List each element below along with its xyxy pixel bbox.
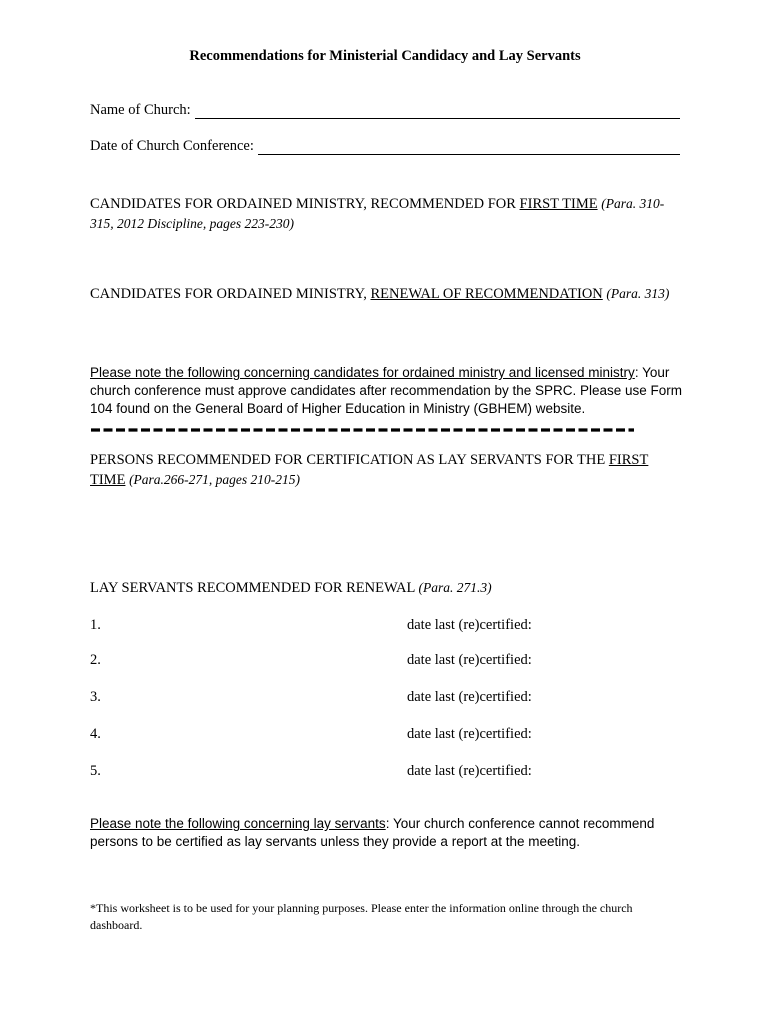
section-lay-first-reference: (Para.266-271, pages 210-215) — [129, 472, 301, 487]
section-renewal-emphasis: RENEWAL OF RECOMMENDATION — [370, 286, 603, 302]
renewal-date-label-1: date last (re)certified: — [407, 617, 532, 633]
renewal-date-label-3: date last (re)certified: — [407, 689, 532, 705]
ordained-ministry-note — [90, 364, 690, 418]
renewal-number-2: 2. — [90, 652, 101, 668]
footer-note: *This worksheet is to be used for your planning purposes. Please enter the information online through the church dashboard. — [90, 901, 633, 932]
section-lay-first-emphasis: FIRST TIME — [90, 452, 649, 488]
section-renewal-reference: (Para. 313) — [606, 286, 670, 301]
conference-date-field[interactable] — [90, 138, 680, 155]
section-lay-renewal-reference: (Para. 271.3) — [418, 580, 492, 595]
renewal-number-3: 3. — [90, 689, 101, 705]
renewal-number-4: 4. — [90, 726, 101, 742]
renewal-number-1: 1. — [90, 617, 101, 633]
renewal-date-label-4: date last (re)certified: — [407, 726, 532, 742]
church-name-field[interactable] — [90, 102, 680, 119]
dashed-divider — [90, 420, 635, 440]
lay-servants-note — [90, 815, 680, 851]
section-first-time-prefix: CANDIDATES FOR ORDAINED MINISTRY, RECOMMENDED FOR — [90, 196, 520, 212]
renewal-date-label-5: date last (re)certified: — [407, 763, 532, 779]
conference-date-input-line[interactable] — [258, 140, 680, 155]
page-title: Recommendations for Ministerial Candidacy and Lay Servants — [189, 48, 581, 64]
ordained-ministry-note-body: : Your church conference must approve candidates after recommendation by the SPRC. Please use Form 104 found on the General Board of Higher Education in Ministry (GBHEM) website. — [90, 365, 683, 416]
church-name-input-line[interactable] — [195, 104, 680, 119]
section-lay-first-prefix: PERSONS RECOMMENDED FOR CERTIFICATION AS LAY SERVANTS FOR THE — [90, 452, 609, 468]
lay-servants-note-body: : Your church conference cannot recommend persons to be certified as lay servants unless they provide a report at the meeting. — [90, 816, 655, 849]
renewal-number-5: 5. — [90, 763, 101, 779]
section-first-time-reference: (Para. 310-315, 2012 Discipline, pages 223-230) — [90, 196, 665, 231]
renewal-date-label-2: date last (re)certified: — [407, 652, 532, 668]
section-lay-servants-renewal — [90, 578, 682, 598]
section-renewal-prefix: CANDIDATES FOR ORDAINED MINISTRY, — [90, 286, 371, 302]
section-renewal-candidates — [90, 284, 682, 304]
section-lay-renewal-heading: LAY SERVANTS RECOMMENDED FOR RENEWAL — [90, 580, 415, 596]
section-first-time-emphasis: FIRST TIME — [519, 196, 598, 212]
section-lay-servants-first-time — [90, 451, 682, 490]
conference-date-label: Date of Church Conference: — [90, 138, 254, 154]
section-first-time-candidates — [90, 194, 682, 234]
lay-servants-note-lead: Please note the following concerning lay servants — [90, 816, 386, 831]
ordained-ministry-note-lead: Please note the following concerning candidates for ordained ministry and licensed ministry — [90, 365, 635, 380]
church-name-label: Name of Church: — [90, 102, 191, 118]
